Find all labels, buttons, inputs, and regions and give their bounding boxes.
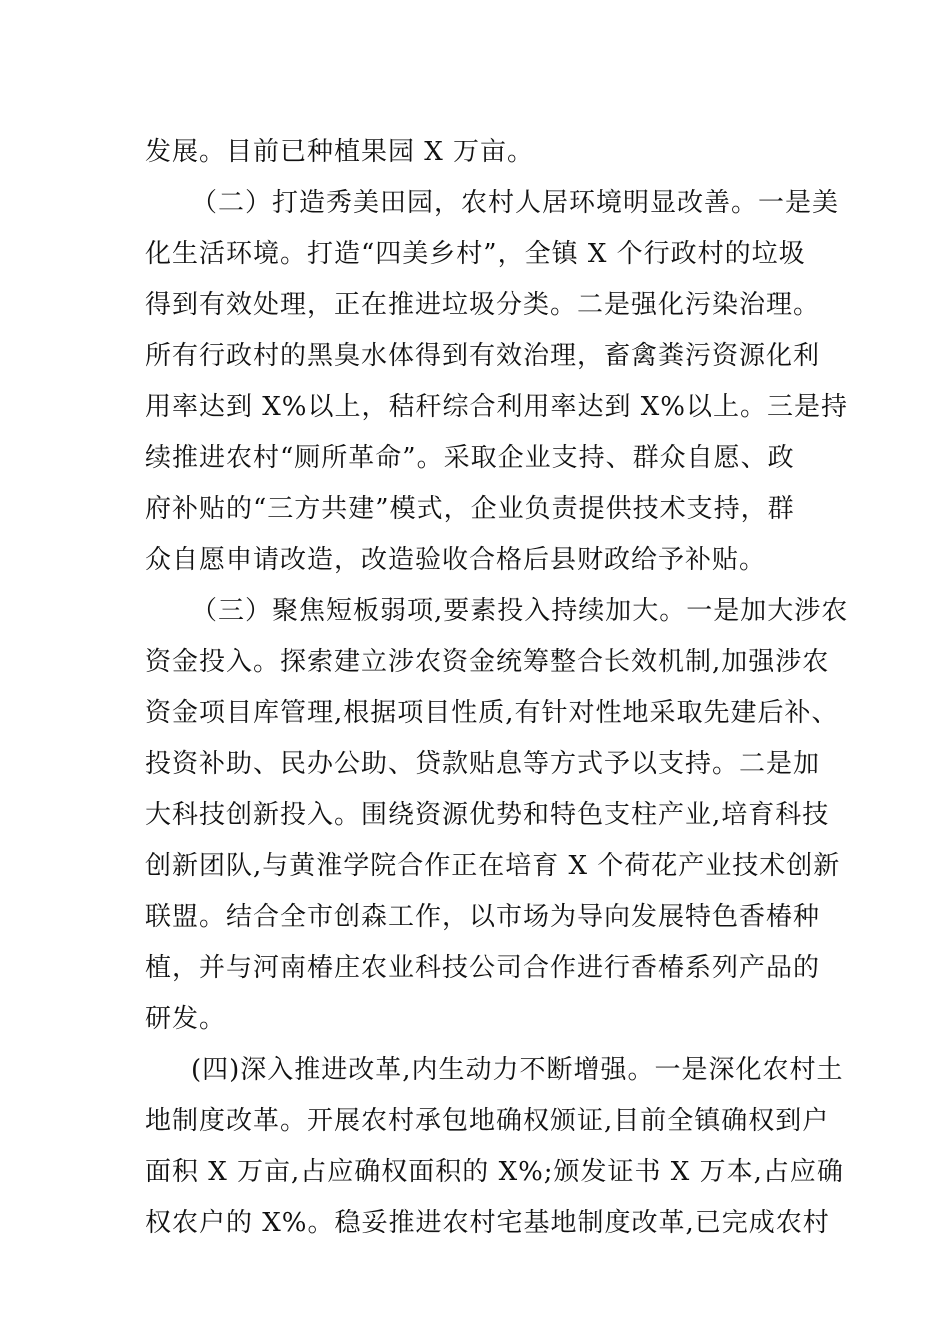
text-line: 续推进农村“厕所革命”。采取企业支持、群众自愿、政 bbox=[145, 443, 795, 473]
text-line: 面积 X 万亩,占应确权面积的 X%;颁发证书 X 万本,占应确 bbox=[145, 1157, 844, 1187]
text-line: 化生活环境。打造“四美乡村”，全镇 X 个行政村的垃圾 bbox=[145, 239, 806, 269]
paragraph-heading-line: （二）打造秀美田园，农村人居环境明显改善。一是美 bbox=[191, 188, 840, 218]
text-line: 联盟。结合全市创森工作，以市场为导向发展特色香椿种 bbox=[145, 902, 821, 932]
document-body bbox=[145, 127, 849, 1249]
text-line: 众自愿申请改造，改造验收合格后县财政给予补贴。 bbox=[145, 545, 767, 575]
text-line: 资金项目库管理,根据项目性质,有针对性地采取先建后补、 bbox=[145, 698, 839, 728]
text-line: 投资补助、民办公助、贷款贴息等方式予以支持。二是加 bbox=[145, 749, 821, 779]
text-line: 研发。 bbox=[145, 1004, 227, 1034]
text-line: 地制度改革。开展农村承包地确权颁证,目前全镇确权到户 bbox=[145, 1106, 830, 1136]
paragraph-heading-line: （三）聚焦短板弱项,要素投入持续加大。一是加大涉农 bbox=[191, 596, 849, 626]
text-line: 权农户的 X%。稳妥推进农村宅基地制度改革,已完成农村 bbox=[145, 1208, 830, 1238]
text-line: 府补贴的“三方共建”模式，企业负责提供技术支持，群 bbox=[145, 494, 795, 524]
text-line: 发展。目前已种植果园 X 万亩。 bbox=[145, 137, 535, 167]
text-line: 所有行政村的黑臭水体得到有效治理，畜禽粪污资源化利 bbox=[145, 341, 821, 371]
text-line: 资金投入。探索建立涉农资金统筹整合长效机制,加强涉农 bbox=[145, 647, 830, 677]
text-line: 用率达到 X%以上，秸秆综合利用率达到 X%以上。三是持 bbox=[145, 392, 848, 422]
text-line: 大科技创新投入。围绕资源优势和特色支柱产业,培育科技 bbox=[145, 800, 830, 830]
text-line: 得到有效处理，正在推进垃圾分类。二是强化污染治理。 bbox=[145, 290, 821, 320]
text-line: 植，并与河南椿庄农业科技公司合作进行香椿系列产品的 bbox=[145, 953, 821, 983]
text-line: 创新团队,与黄淮学院合作正在培育 X 个荷花产业技术创新 bbox=[145, 851, 841, 881]
paragraph-heading-line: (四)深入推进改革,内生动力不断增强。一是深化农村土 bbox=[191, 1055, 844, 1085]
